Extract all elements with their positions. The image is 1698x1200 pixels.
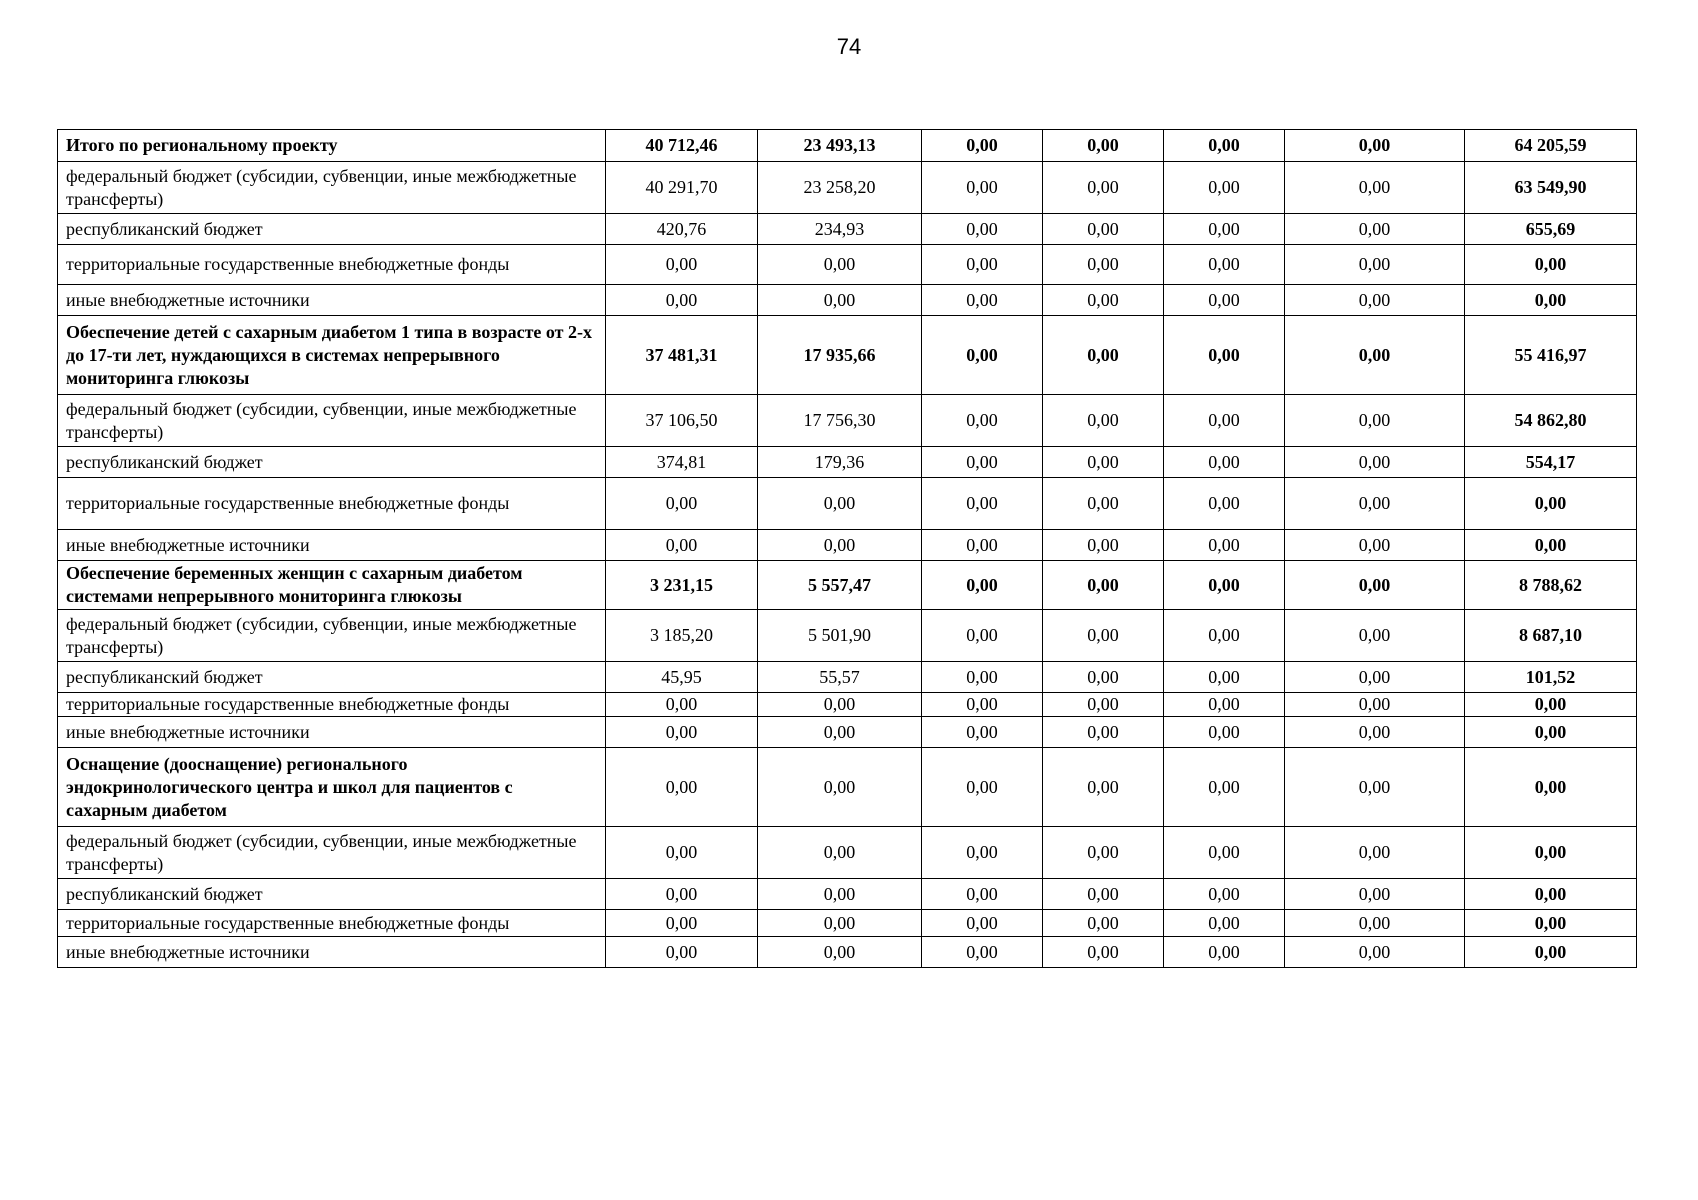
year-value-cell: 45,95: [606, 662, 758, 693]
year-value-cell: 0,00: [922, 748, 1043, 827]
year-value-cell: 0,00: [1164, 610, 1285, 662]
year-value-cell: 0,00: [922, 395, 1043, 447]
year-value-cell: 0,00: [1285, 130, 1465, 162]
year-value-cell: 0,00: [922, 879, 1043, 910]
total-value-cell: 0,00: [1465, 245, 1637, 285]
row-label: Обеспечение беременных женщин с сахарным диабетом системами непрерывного мониторинга глюкозы: [58, 561, 606, 610]
total-value-cell: 8 788,62: [1465, 561, 1637, 610]
row-label: федеральный бюджет (субсидии, субвенции, иные межбюджетные трансферты): [58, 827, 606, 879]
section-row: [58, 748, 1637, 827]
row-label: территориальные государственные внебюджетные фонды: [58, 910, 606, 937]
year-value-cell: 0,00: [1285, 610, 1465, 662]
year-value-cell: 5 557,47: [758, 561, 922, 610]
total-value-cell: 8 687,10: [1465, 610, 1637, 662]
year-value-cell: 374,81: [606, 447, 758, 478]
year-value-cell: 0,00: [1164, 530, 1285, 561]
year-value-cell: 23 258,20: [758, 162, 922, 214]
year-value-cell: 0,00: [1285, 214, 1465, 245]
total-value-cell: 64 205,59: [1465, 130, 1637, 162]
section-row: [58, 561, 1637, 610]
row-label: иные внебюджетные источники: [58, 285, 606, 316]
year-value-cell: 17 935,66: [758, 316, 922, 395]
year-value-cell: 0,00: [922, 162, 1043, 214]
year-value-cell: 0,00: [922, 285, 1043, 316]
year-value-cell: 0,00: [758, 717, 922, 748]
year-value-cell: 0,00: [1164, 130, 1285, 162]
funding-source-row: [58, 717, 1637, 748]
page-number: 74: [836, 34, 862, 59]
row-label: республиканский бюджет: [58, 214, 606, 245]
funding-source-row: [58, 530, 1637, 561]
year-value-cell: 3 185,20: [606, 610, 758, 662]
total-value-cell: 0,00: [1465, 530, 1637, 561]
year-value-cell: 23 493,13: [758, 130, 922, 162]
year-value-cell: 0,00: [758, 285, 922, 316]
year-value-cell: 0,00: [1164, 937, 1285, 968]
year-value-cell: 0,00: [1043, 130, 1164, 162]
total-value-cell: 0,00: [1465, 827, 1637, 879]
year-value-cell: 0,00: [922, 610, 1043, 662]
year-value-cell: 0,00: [1043, 748, 1164, 827]
funding-source-row: [58, 662, 1637, 693]
year-value-cell: 0,00: [606, 748, 758, 827]
year-value-cell: 0,00: [922, 693, 1043, 717]
total-value-cell: 554,17: [1465, 447, 1637, 478]
total-value-cell: 55 416,97: [1465, 316, 1637, 395]
year-value-cell: 234,93: [758, 214, 922, 245]
year-value-cell: 0,00: [922, 827, 1043, 879]
row-label: республиканский бюджет: [58, 879, 606, 910]
year-value-cell: 0,00: [1285, 561, 1465, 610]
year-value-cell: 0,00: [1164, 662, 1285, 693]
funding-source-row: [58, 447, 1637, 478]
year-value-cell: 0,00: [1285, 693, 1465, 717]
year-value-cell: 0,00: [606, 245, 758, 285]
year-value-cell: 5 501,90: [758, 610, 922, 662]
row-label: Обеспечение детей с сахарным диабетом 1 типа в возрасте от 2-х до 17-ти лет, нуждающихся в системах непрерывного мониторинга глюкозы: [58, 316, 606, 395]
year-value-cell: 0,00: [1285, 827, 1465, 879]
year-value-cell: 0,00: [1043, 245, 1164, 285]
year-value-cell: 0,00: [922, 910, 1043, 937]
year-value-cell: 0,00: [1164, 693, 1285, 717]
funding-source-row: [58, 245, 1637, 285]
year-value-cell: 0,00: [1164, 827, 1285, 879]
year-value-cell: 0,00: [922, 214, 1043, 245]
year-value-cell: 0,00: [1285, 245, 1465, 285]
year-value-cell: 0,00: [1164, 910, 1285, 937]
row-label: иные внебюджетные источники: [58, 530, 606, 561]
year-value-cell: 0,00: [1043, 162, 1164, 214]
section-row: [58, 316, 1637, 395]
year-value-cell: 0,00: [1285, 910, 1465, 937]
year-value-cell: 0,00: [922, 662, 1043, 693]
year-value-cell: 0,00: [758, 937, 922, 968]
year-value-cell: 0,00: [1164, 162, 1285, 214]
year-value-cell: 0,00: [922, 447, 1043, 478]
year-value-cell: 0,00: [1043, 395, 1164, 447]
year-value-cell: 0,00: [1164, 879, 1285, 910]
year-value-cell: 0,00: [758, 910, 922, 937]
year-value-cell: 0,00: [1285, 717, 1465, 748]
funding-source-row: [58, 827, 1637, 879]
year-value-cell: 0,00: [1164, 561, 1285, 610]
funding-source-row: [58, 610, 1637, 662]
year-value-cell: 0,00: [1043, 316, 1164, 395]
year-value-cell: 0,00: [758, 693, 922, 717]
year-value-cell: 0,00: [1043, 717, 1164, 748]
year-value-cell: 0,00: [1285, 395, 1465, 447]
year-value-cell: 0,00: [606, 879, 758, 910]
year-value-cell: 420,76: [606, 214, 758, 245]
year-value-cell: 0,00: [758, 879, 922, 910]
total-value-cell: 0,00: [1465, 910, 1637, 937]
funding-source-row: [58, 395, 1637, 447]
row-label: республиканский бюджет: [58, 447, 606, 478]
year-value-cell: 0,00: [1043, 285, 1164, 316]
total-value-cell: 0,00: [1465, 693, 1637, 717]
year-value-cell: 0,00: [922, 316, 1043, 395]
total-value-cell: 54 862,80: [1465, 395, 1637, 447]
budget-table-body: [58, 130, 1637, 968]
year-value-cell: 0,00: [1285, 316, 1465, 395]
total-value-cell: 0,00: [1465, 748, 1637, 827]
funding-source-row: [58, 285, 1637, 316]
row-label: федеральный бюджет (субсидии, субвенции, иные межбюджетные трансферты): [58, 162, 606, 214]
row-label: федеральный бюджет (субсидии, субвенции, иные межбюджетные трансферты): [58, 610, 606, 662]
year-value-cell: 0,00: [1164, 316, 1285, 395]
year-value-cell: 0,00: [1043, 478, 1164, 530]
year-value-cell: 0,00: [1164, 245, 1285, 285]
year-value-cell: 0,00: [1285, 447, 1465, 478]
year-value-cell: 0,00: [606, 285, 758, 316]
year-value-cell: 0,00: [1164, 748, 1285, 827]
row-label: Оснащение (дооснащение) регионального эндокринологического центра и школ для пациентов с сахарным диабетом: [58, 748, 606, 827]
year-value-cell: 0,00: [758, 827, 922, 879]
row-label: территориальные государственные внебюджетные фонды: [58, 478, 606, 530]
total-value-cell: 0,00: [1465, 717, 1637, 748]
year-value-cell: 0,00: [1043, 214, 1164, 245]
year-value-cell: 0,00: [1285, 530, 1465, 561]
year-value-cell: 0,00: [922, 245, 1043, 285]
year-value-cell: 0,00: [922, 130, 1043, 162]
funding-source-row: [58, 693, 1637, 717]
year-value-cell: 0,00: [1043, 910, 1164, 937]
row-label: территориальные государственные внебюджетные фонды: [58, 693, 606, 717]
year-value-cell: 0,00: [1043, 561, 1164, 610]
year-value-cell: 0,00: [1285, 662, 1465, 693]
year-value-cell: 0,00: [606, 693, 758, 717]
row-label: иные внебюджетные источники: [58, 937, 606, 968]
year-value-cell: 3 231,15: [606, 561, 758, 610]
total-value-cell: 0,00: [1465, 285, 1637, 316]
year-value-cell: 0,00: [758, 478, 922, 530]
year-value-cell: 0,00: [1164, 717, 1285, 748]
year-value-cell: 37 106,50: [606, 395, 758, 447]
funding-source-row: [58, 910, 1637, 937]
year-value-cell: 0,00: [1043, 447, 1164, 478]
year-value-cell: 0,00: [1043, 610, 1164, 662]
funding-source-row: [58, 162, 1637, 214]
total-value-cell: 0,00: [1465, 937, 1637, 968]
year-value-cell: 37 481,31: [606, 316, 758, 395]
year-value-cell: 0,00: [1285, 285, 1465, 316]
year-value-cell: 0,00: [606, 827, 758, 879]
year-value-cell: 0,00: [922, 530, 1043, 561]
year-value-cell: 55,57: [758, 662, 922, 693]
row-label: Итого по региональному проекту: [58, 130, 606, 162]
budget-table: [57, 129, 1637, 968]
total-value-cell: 0,00: [1465, 478, 1637, 530]
row-label: иные внебюджетные источники: [58, 717, 606, 748]
year-value-cell: 0,00: [606, 530, 758, 561]
row-label: республиканский бюджет: [58, 662, 606, 693]
year-value-cell: 0,00: [1043, 879, 1164, 910]
section-row: [58, 130, 1637, 162]
year-value-cell: 0,00: [1164, 285, 1285, 316]
year-value-cell: 0,00: [1164, 478, 1285, 530]
year-value-cell: 0,00: [758, 530, 922, 561]
year-value-cell: 0,00: [758, 245, 922, 285]
year-value-cell: 40 291,70: [606, 162, 758, 214]
total-value-cell: 101,52: [1465, 662, 1637, 693]
year-value-cell: 0,00: [606, 717, 758, 748]
year-value-cell: 0,00: [1285, 748, 1465, 827]
year-value-cell: 0,00: [1043, 937, 1164, 968]
year-value-cell: 17 756,30: [758, 395, 922, 447]
year-value-cell: 179,36: [758, 447, 922, 478]
funding-source-row: [58, 214, 1637, 245]
year-value-cell: 0,00: [1043, 662, 1164, 693]
funding-source-row: [58, 879, 1637, 910]
year-value-cell: 0,00: [1043, 693, 1164, 717]
year-value-cell: 0,00: [1164, 214, 1285, 245]
row-label: федеральный бюджет (субсидии, субвенции, иные межбюджетные трансферты): [58, 395, 606, 447]
funding-source-row: [58, 478, 1637, 530]
year-value-cell: 40 712,46: [606, 130, 758, 162]
year-value-cell: 0,00: [922, 717, 1043, 748]
year-value-cell: 0,00: [606, 937, 758, 968]
year-value-cell: 0,00: [922, 478, 1043, 530]
year-value-cell: 0,00: [922, 937, 1043, 968]
row-label: территориальные государственные внебюджетные фонды: [58, 245, 606, 285]
total-value-cell: 655,69: [1465, 214, 1637, 245]
year-value-cell: 0,00: [922, 561, 1043, 610]
year-value-cell: 0,00: [1043, 530, 1164, 561]
funding-source-row: [58, 937, 1637, 968]
year-value-cell: 0,00: [758, 748, 922, 827]
total-value-cell: 0,00: [1465, 879, 1637, 910]
year-value-cell: 0,00: [1164, 395, 1285, 447]
year-value-cell: 0,00: [1164, 447, 1285, 478]
year-value-cell: 0,00: [1285, 478, 1465, 530]
year-value-cell: 0,00: [606, 478, 758, 530]
year-value-cell: 0,00: [1285, 162, 1465, 214]
year-value-cell: 0,00: [1285, 937, 1465, 968]
year-value-cell: 0,00: [606, 910, 758, 937]
total-value-cell: 63 549,90: [1465, 162, 1637, 214]
year-value-cell: 0,00: [1285, 879, 1465, 910]
year-value-cell: 0,00: [1043, 827, 1164, 879]
